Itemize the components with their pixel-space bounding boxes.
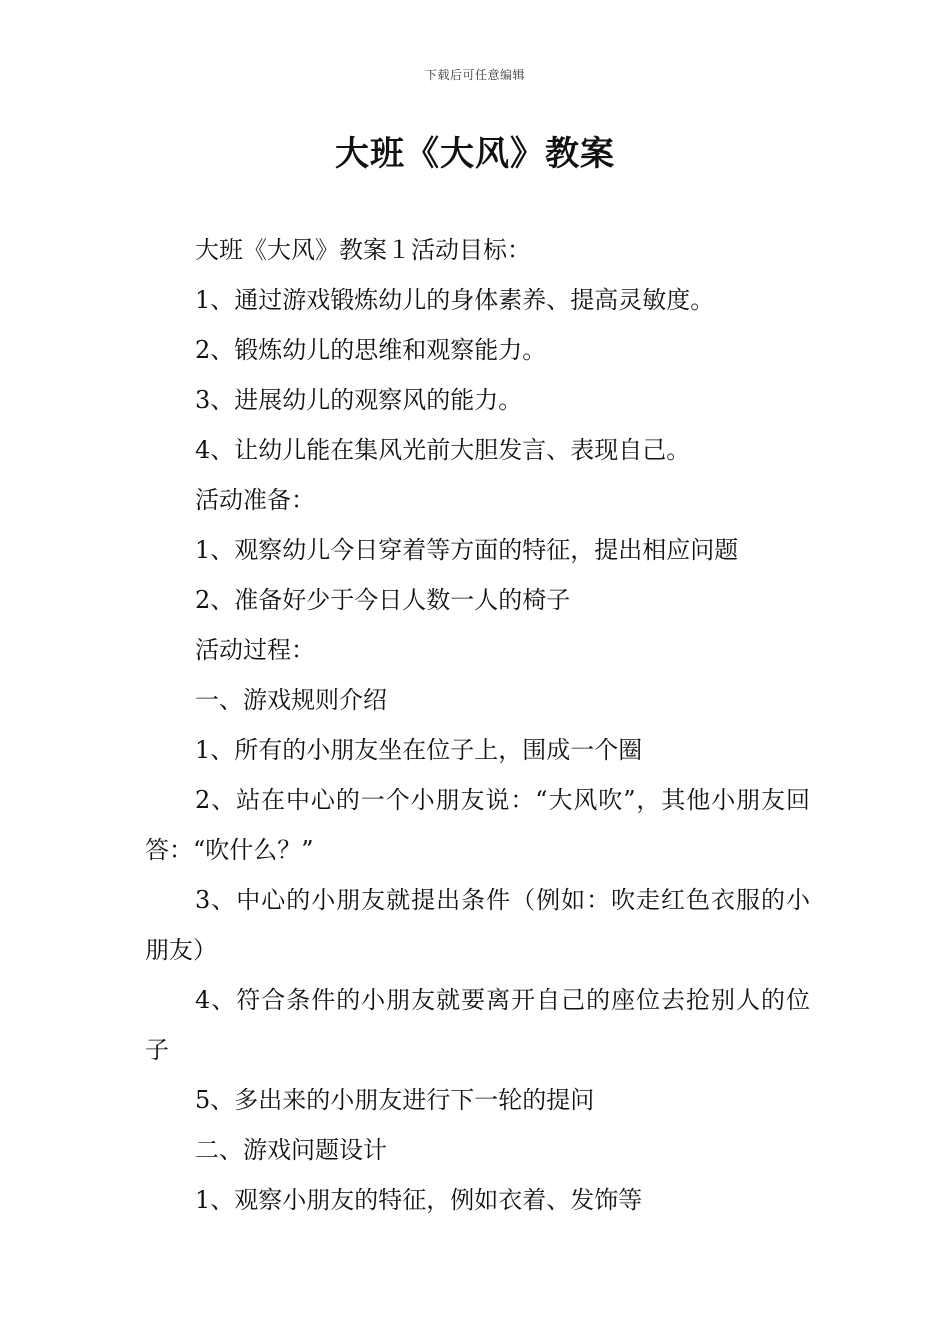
paragraph-rules-heading: 一、游戏规则介绍 (195, 686, 387, 714)
paragraph-preparation-1: 1、观察幼儿今日穿着等方面的特征，提出相应问题 (195, 536, 739, 564)
paragraph-preparation-2: 2、准备好少于今日人数一人的椅子 (195, 586, 571, 614)
paragraph-process-heading: 活动过程： (195, 636, 315, 664)
paragraph-objective-1: 1、通过游戏锻炼幼儿的身体素养、提高灵敏度。 (195, 286, 715, 314)
paragraph-rule-1: 1、所有的小朋友坐在位子上，围成一个圈 (195, 736, 643, 764)
paragraph-rule-5: 5、多出来的小朋友进行下一轮的提问 (195, 1086, 595, 1114)
document-title: 大班《大风》教案 (335, 134, 615, 174)
paragraph-objectives-heading: 大班《大风》教案１活动目标： (195, 236, 531, 264)
document-body (145, 225, 810, 1225)
paragraph-objective-4: 4、让幼儿能在集风光前大胆发言、表现自己。 (195, 436, 691, 464)
paragraph-rule-3: 3、中心的小朋友就提出条件（例如：吹走红色衣服的小朋友） (145, 886, 810, 964)
paragraph-design-1: 1、观察小朋友的特征，例如衣着、发饰等 (195, 1186, 643, 1214)
page-header-note: 下载后可任意编辑 (424, 68, 525, 82)
paragraph-design-heading: 二、游戏问题设计 (195, 1136, 387, 1164)
paragraph-objective-3: 3、进展幼儿的观察风的能力。 (195, 386, 523, 414)
paragraph-rule-4: 4、符合条件的小朋友就要离开自己的座位去抢别人的位子 (145, 986, 810, 1064)
paragraph-preparation-heading: 活动准备： (195, 486, 315, 514)
paragraph-objective-2: 2、锻炼幼儿的思维和观察能力。 (195, 336, 547, 364)
paragraph-rule-2: 2、站在中心的一个小朋友说：“大风吹”，其他小朋友回答：“吹什么？” (145, 786, 810, 864)
